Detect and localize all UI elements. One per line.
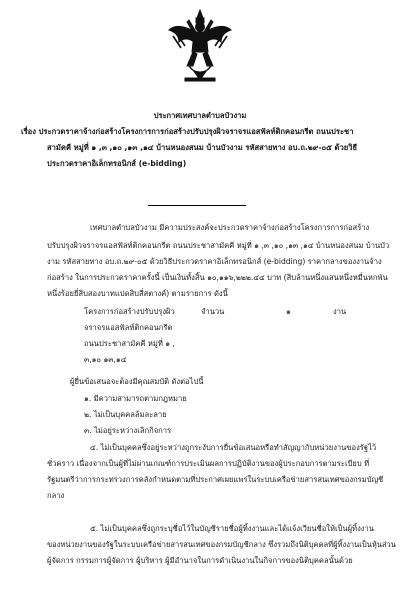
qualification-4-line-1: ๔. ไม่เป็นบุคคลซึ่งอยู่ระหว่างถูกระงับการยื่นข้อเสนอหรือทำสัญญากับหน่วยงานของรัฐไว้ — [90, 443, 377, 452]
qualification-heading: ผู้ยื่นข้อเสนอจะต้องมีคุณสมบัติ ดังต่อไปนี้ — [70, 377, 204, 386]
intro-line-4: ก่อสร้าง ในการประกวดราคาครั้งนี้ เป็นเงินทั้งสิ้น ๑๐,๑๑๖,๒๒๒.๔๔ บาท (สิบล้านหนึ่งแสนหนึ่งหมื่นหกพัน — [47, 273, 388, 282]
garuda-emblem-icon — [167, 8, 233, 84]
qualification-1: ๑. มีความสามารถตามกฎหมาย — [84, 394, 187, 403]
intro-line-2: ปรับปรุงผิวจราจรแอสฟัลท์ติกคอนกรีต ถนนประชาสามัคคี หมู่ที่ ๑ ,๓ ,๑๐ ,๑๓ ,๑๔ บ้านหนองสนม บ้านบัว — [47, 241, 390, 250]
subject-line-2: สามัคคี หมู่ที่ ๑ ,๓ ,๑๐ ,๑๓ ,๑๔ บ้านหนองสนม บ้านบัวงาม รหัสสายทาง อบ.ถ.๒๙-๐๕ ด้วยวิธี — [47, 143, 358, 152]
qualification-4-line-2: ชั่วคราว เนื่องจากเป็นผู้ที่ไม่ผ่านเกณฑ์การประเมินผลการปฏิบัติงานของผู้ประกอบการตามระเบียบ ที่ — [47, 459, 370, 468]
qualification-5-line-2: ของหน่วยงานของรัฐในระบบเครือข่ายสารสนเทศของกรมบัญชีกลาง ซึ่งรวมถึงนิติบุคคลที่ผู้ทิ้งงานเป็นหุ้นส่วน — [47, 540, 396, 549]
qualification-5-line-3: ผู้จัดการ กรรมการผู้จัดการ ผู้บริหาร ผู้มีอำนาจในการดำเนินงานในกิจการของนิติบุคคลนั้นด้วย — [47, 556, 353, 565]
divider-rule — [148, 205, 246, 206]
item-name-line-1: โครงการก่อสร้างปรับปรุงผิว — [84, 307, 175, 316]
item-name-line-2: จราจรแอสฟัลท์ติกคอนกรีต — [84, 323, 173, 332]
qualification-4-line-3: รัฐมนตรีว่าการกระทรวงการคลังกำหนดตามที่ประกาศเผยแพร่ในระบบเครือข่ายสารสนเทศของกรมบัญชี — [47, 475, 384, 484]
intro-line-1: เทศบาลตำบลบัวงาม มีความประสงค์จะประกวดราคาจ้างก่อสร้างโครงการการก่อสร้าง — [90, 223, 370, 232]
intro-line-5: หนึ่งร้อยยี่สิบสองบาทแปดสิบสี่สตางค์) ตามรายการ ดังนี้ — [47, 289, 228, 298]
intro-line-3: งาม รหัสสายทาง อบ.ถ.๒๙-๐๕ ด้วยวิธีประกวดราคาอิเล็กทรอนิกส์ (e-bidding) ราคากลางของงานจ้าง — [47, 257, 382, 266]
subject-line-1: เรื่อง ประกวดราคาจ้างก่อสร้างโครงการการก่อสร้างปรับปรุงผิวจราจรแอสฟัลท์ติกคอนกรีต ถนนประชา — [21, 127, 354, 136]
qualification-2: ๒. ไม่เป็นบุคคลล้มละลาย — [84, 410, 167, 419]
item-name-line-4: ๓,๑๐ ๑๓,๑๔ — [84, 355, 127, 364]
subject-line-3: ประกวดราคาอิเล็กทรอนิกส์ (e-bidding) — [47, 159, 187, 168]
qualification-5-line-1: ๕. ไม่เป็นบุคคลซึ่งถูกระบุชื่อไว้ในบัญชีรายชื่อผู้ทิ้งงานและได้แจ้งเวียนชื่อให้เป็นผู้ทิ้งงาน — [90, 524, 374, 533]
item-unit: งาน — [333, 307, 347, 316]
item-name-line-3: ถนนประชาสามัคคี หมู่ที่ ๑ , — [84, 339, 175, 348]
announcement-title: ประกาศเทศบาลตำบลบัวงาม — [153, 111, 247, 120]
qualification-3: ๓. ไม่อยู่ระหว่างเลิกกิจการ — [84, 426, 172, 435]
qualification-4-line-4: กลาง — [47, 491, 65, 500]
item-qty: ๑ — [286, 307, 291, 316]
item-qty-label: จำนวน — [201, 307, 225, 316]
